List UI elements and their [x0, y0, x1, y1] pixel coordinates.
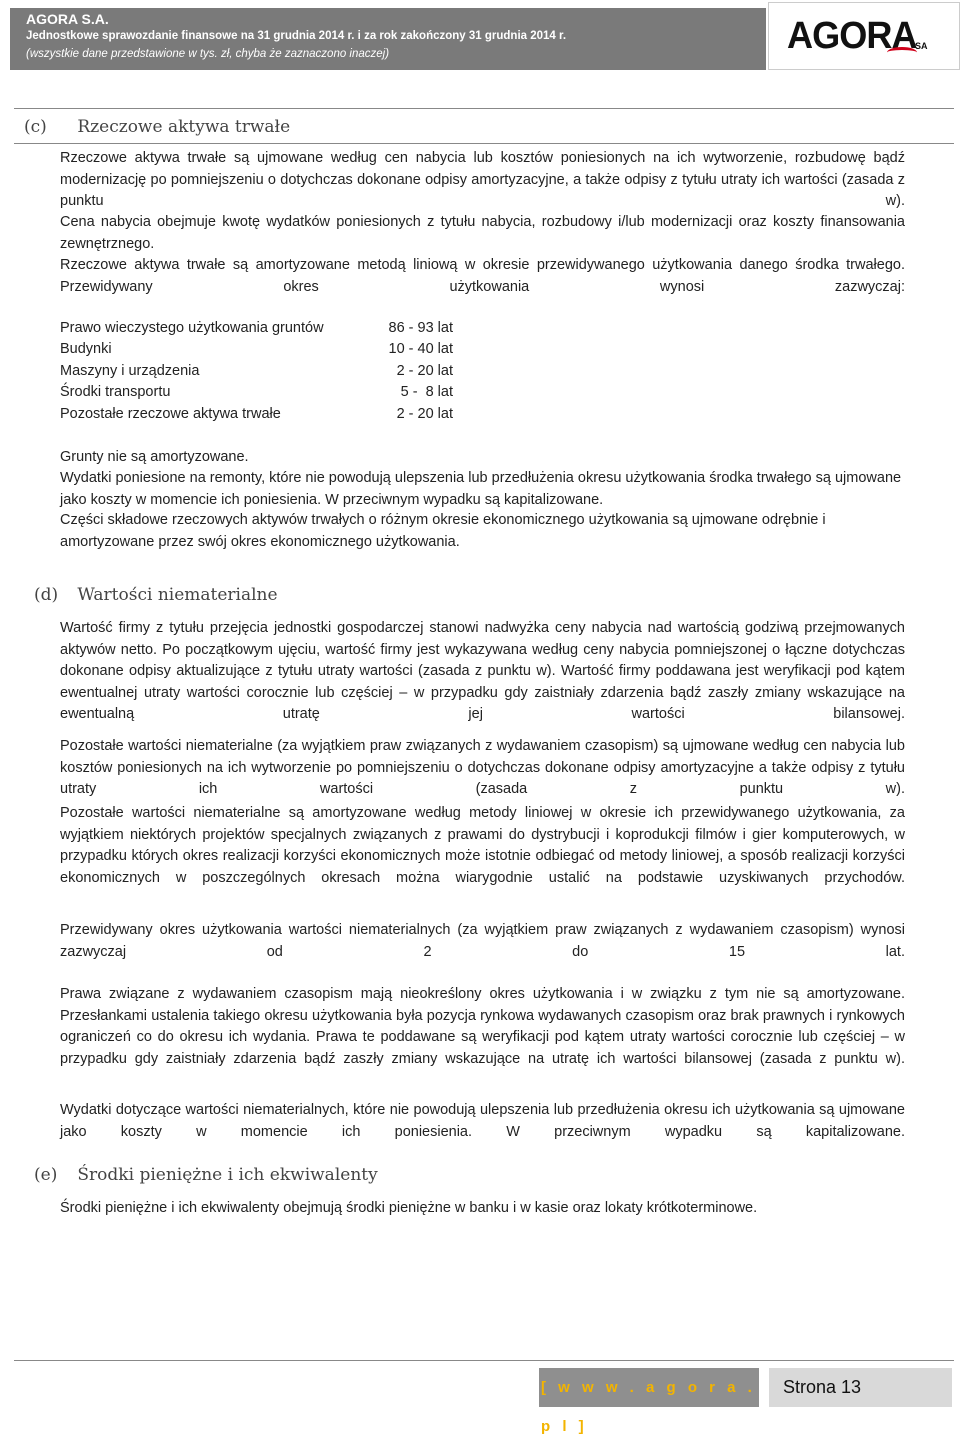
paragraph: Pozostałe wartości niematerialne są amortyzowane według metody liniowej w okresie ich przewidywanego użytkowania, za wyjątkiem niektórych projektów specjalnych związanych z prawami do dystrybucji i koprodukcji filmów i gier komputerowych, w przypadku których okres realizacji korzyści ekonomicznych może istotnie odbiegać od metody liniowej, a sposób realizacji korzyści ekonomicznych w poszczególnych okresach można wiarygodnie ustalić na podstawie uzyskiwanych przychodów.	[60, 805, 905, 886]
useful-life-table	[60, 318, 453, 425]
section-heading-c	[24, 117, 290, 137]
logo-swoosh-icon	[887, 47, 917, 58]
section-divider	[14, 108, 954, 109]
paragraph: Części składowe rzeczowych aktywów trwałych o różnym okresie ekonomicznego użytkowania są ujmowane odrębnie i amortyzowane przez swój okres ekonomicznego użytkowania.	[60, 512, 826, 550]
section-heading-e	[34, 1165, 378, 1185]
agora-logo	[768, 2, 960, 70]
paragraph: Rzeczowe aktywa trwałe są amortyzowane metodą liniową w okresie przewidywanego użytkowania danego środka trwałego. Przewidywany okres użytkowania wynosi zazwyczaj:	[60, 257, 905, 295]
company-name: AGORA S.A.	[26, 11, 109, 27]
paragraph: Prawa związane z wydawaniem czasopism mają nieokreślony okres użytkowania i w związku z tym nie są amortyzowane. Przesłankami ustalenia takiego okresu użytkowania była pozycja rynkowa wydawanych czasopism oraz brak prawnych i rynkowych ograniczeń co do okresu ich wydania. Prawa te poddawane są weryfikacji pod kątem utraty wartości corocznie lub częściej – w przypadku gdy zaistniały zdarzenia bądź zaszły zmiany wskazujące na utratę ich wartości bilansowej (zasada z punktu w).	[60, 986, 905, 1067]
section-letter: (e)	[34, 1165, 58, 1185]
section-letter: (d)	[34, 585, 59, 605]
document-header	[10, 8, 766, 70]
logo-wordmark: AGORA	[787, 15, 917, 57]
paragraph: Wartość firmy z tytułu przejęcia jednostki gospodarczej stanowi nadwyżka ceny nabycia nad wartością godziwą przejmowanych aktywów netto. Po początkowym ujęciu, wartość firmy jest wykazywana według ceny nabycia pomniejszonej o łączne dotychczas dokonane odpisy aktualizujące z tytułu utraty wartości (zasada z punktu w). Wartość firmy poddawana jest weryfikacji pod kątem ewentualnej utraty wartości corocznie lub częściej – w przypadku gdy zaistniały zdarzenia bądź zaszły zmiany wskazujące na ewentualną utratę jej wartości bilansowej.	[60, 620, 905, 722]
website-link[interactable]: [ w w w . a g o r a . p l ]	[539, 1368, 759, 1407]
table-row: Środki transportu 5 - 8 lat	[60, 384, 453, 401]
table-row: Pozostałe rzeczowe aktywa trwałe 2 - 20 lat	[60, 405, 453, 422]
page-number: Strona 13	[769, 1368, 952, 1407]
section-title: Rzeczowe aktywa trwałe	[77, 117, 291, 137]
section-heading-d	[34, 585, 278, 605]
table-row: Budynki 10 - 40 lat	[60, 341, 453, 358]
paragraph: Grunty nie są amortyzowane.	[60, 449, 249, 465]
paragraph: Wydatki poniesione na remonty, które nie powodują ulepszenia lub przedłużenia okresu użytkowania środka trwałego są ujmowane jako koszty w momencie ich poniesienia. W przeciwnym wypadku są kapitalizowane.	[60, 470, 902, 508]
paragraph: Rzeczowe aktywa trwałe są ujmowane według cen nabycia lub kosztów poniesionych na ich wytworzenie, rozbudowę bądź modernizację po pomniejszeniu o dotychczas dokonane odpisy amortyzacyjne, a także odpisy z tytułu utraty ich wartości (zasada z punktu w).	[60, 150, 905, 209]
paragraph: Wydatki dotyczące wartości niematerialnych, które nie powodują ulepszenia lub przedłużenia okresu ich użytkowania są ujmowane jako koszty w momencie ich poniesienia. W przeciwnym wypadku są kapitalizowane.	[60, 1102, 905, 1140]
paragraph: Środki pieniężne i ich ekwiwalenty obejmują środki pieniężne w banku i w kasie oraz lokaty krótkoterminowe.	[60, 1200, 758, 1216]
footer-divider	[14, 1360, 954, 1361]
section-letter: (c)	[24, 117, 47, 137]
report-subtitle: Jednostkowe sprawozdanie finansowe na 31 grudnia 2014 r. i za rok zakończony 31 grudnia 2014 r.	[26, 30, 567, 42]
table-row: Prawo wieczystego użytkowania gruntów 86 - 93 lat	[60, 320, 453, 336]
logo-suffix: SA	[915, 41, 928, 51]
paragraph: Pozostałe wartości niematerialne (za wyjątkiem praw związanych z wydawaniem czasopism) są ujmowane według cen nabycia lub kosztów poniesionych na ich wytworzenie po pomniejszeniu o dotychczas dokonane odpisy amortyzacyjne a także odpisy z tytułu utraty ich wartości (zasada z punktu w).	[60, 738, 905, 797]
paragraph: Cena nabycia obejmuje kwotę wydatków poniesionych z tytułu nabycia, rozbudowy i/lub modernizacji oraz koszty finansowania zewnętrznego.	[60, 214, 905, 252]
section-divider	[14, 143, 954, 144]
paragraph: Przewidywany okres użytkowania wartości niematerialnych (za wyjątkiem praw związanych z wydawaniem czasopism) wynosi zazwyczaj od 2 do 15 lat.	[60, 922, 905, 960]
section-title: Środki pieniężne i ich ekwiwalenty	[77, 1165, 378, 1185]
table-row: Maszyny i urządzenia 2 - 20 lat	[60, 362, 453, 379]
section-title: Wartości niematerialne	[77, 585, 278, 605]
currency-note: (wszystkie dane przedstawione w tys. zł, chyba że zaznaczono inaczej)	[26, 48, 390, 60]
